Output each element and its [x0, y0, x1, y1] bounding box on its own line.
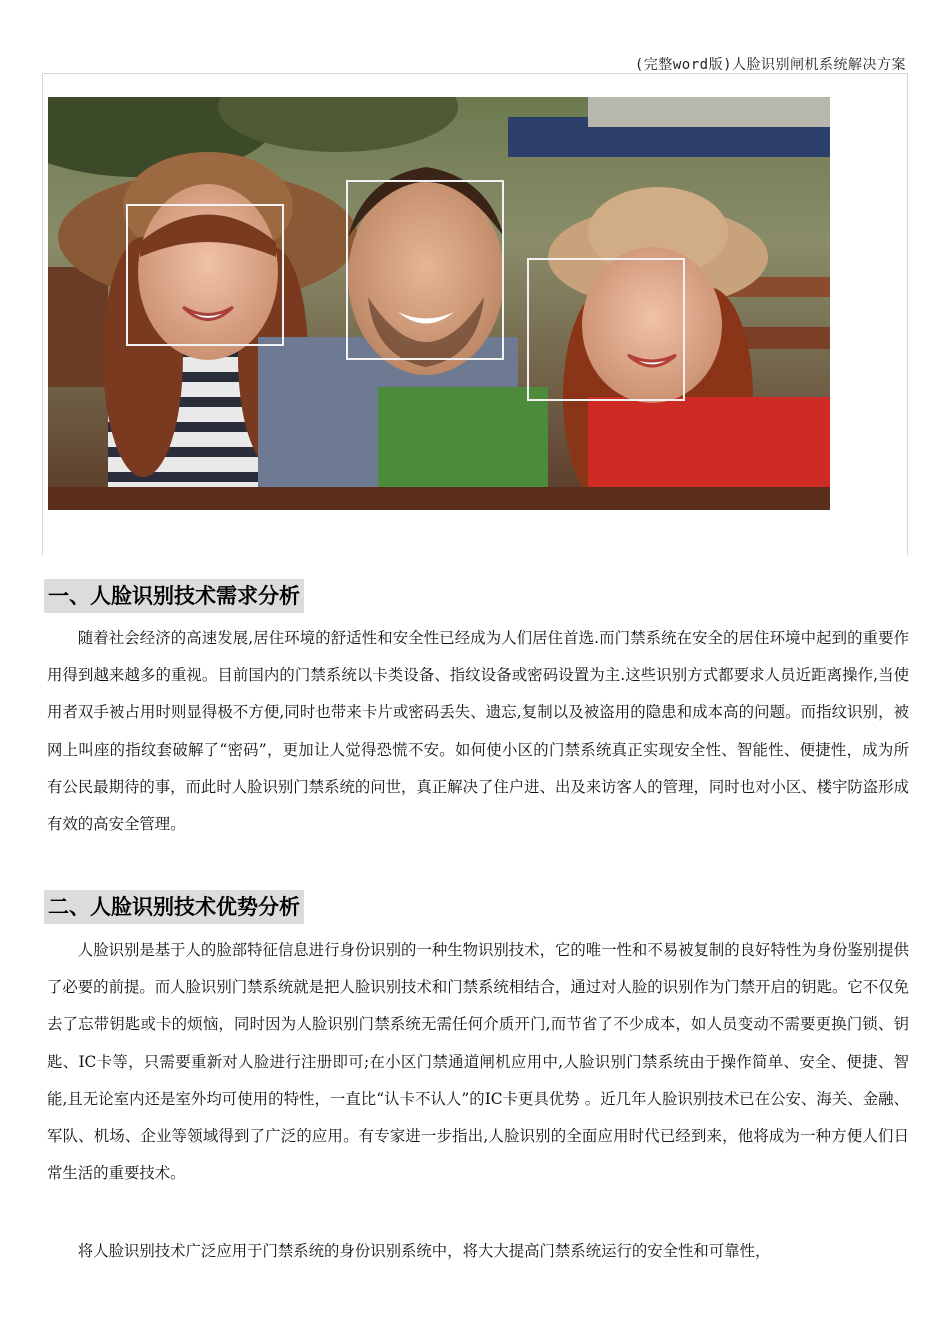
section-2-paragraph-1: 人脸识别是基于人的脸部特征信息进行身份识别的一种生物识别技术，它的唯一性和不易被复制的良好特性为身份鉴别提供了必要的前提。而人脸识别门禁系统就是把人脸识别技术和门禁系统相结合，通过对人脸的识别作为门禁开启的钥匙。它不仅免去了忘带钥匙或卡的烦恼，同时因为人脸识别门禁系统无需任何介质开门,而节省了不少成本，如人员变动不需要更换门锁、钥匙、IC卡等，只需要重新对人脸进行注册即可;在小区门禁通道闸机应用中,人脸识别门禁系统由于操作简单、安全、便捷、智能,且无论室内还是室外均可使用的特性，一直比“认卡不认人”的IC卡更具优势 。近几年人脸识别技术已在公安、海关、金融、军队、机场、企业等领域得到了广泛的应用。有专家进一步指出,人脸识别的全面应用时代已经到来，他将成为一种方便人们日常生活的重要技术。	[47, 941, 909, 1183]
face-detection-box-center	[346, 180, 504, 360]
face-detection-photo	[48, 97, 830, 510]
image-frame-left-border	[42, 73, 43, 555]
section-2-paragraph-2: 将人脸识别技术广泛应用于门禁系统的身份识别系统中，将大大提高门禁系统运行的安全性和可靠性，	[77, 1242, 771, 1260]
running-header: (完整word版)人脸识别闸机系统解决方案	[634, 57, 906, 73]
section-heading-2: 二、人脸识别技术优势分析	[44, 890, 304, 924]
face-detection-box-right	[527, 258, 685, 401]
image-frame-right-border	[907, 73, 908, 555]
section-heading-1: 一、人脸识别技术需求分析	[44, 579, 304, 613]
image-frame-top-border	[42, 73, 908, 74]
section-1-paragraph: 随着社会经济的高速发展,居住环境的舒适性和安全性已经成为人们居住首选.而门禁系统在安全的居住环境中起到的重要作用得到越来越多的重视。目前国内的门禁系统以卡类设备、指纹设备或密码设置为主.这些识别方式都要求人员近距离操作,当使用者双手被占用时则显得极不方便,同时也带来卡片或密码丢失、遗忘,复制以及被盗用的隐患和成本高的问题。而指纹识别，被网上叫座的指纹套破解了“密码”，更加让人觉得恐慌不安。如何使小区的门禁系统真正实现安全性、智能性、便捷性，成为所有公民最期待的事，而此时人脸识别门禁系统的问世，真正解决了住户进、出及来访客人的管理，同时也对小区、楼宇防盗形成有效的高安全管理。	[47, 629, 909, 834]
face-detection-box-left	[126, 204, 284, 346]
